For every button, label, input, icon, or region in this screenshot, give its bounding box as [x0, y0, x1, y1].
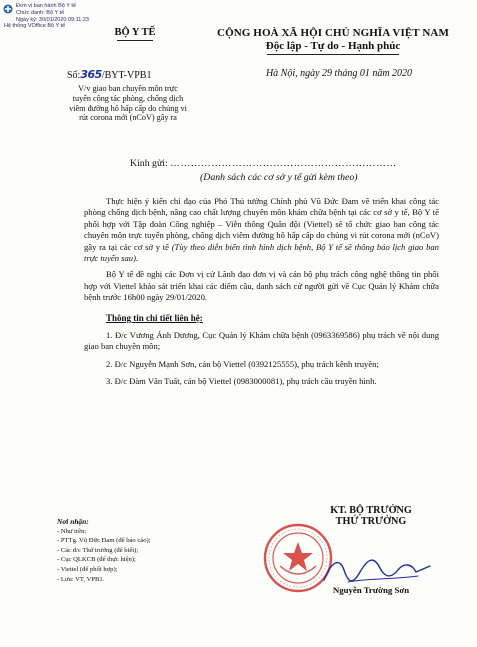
recipients-heading: Nơi nhận:	[57, 517, 89, 526]
ministry-logo-icon	[3, 4, 13, 14]
document-number	[67, 68, 151, 81]
para1-italic-note: (Tùy theo diễn biến tình hình dịch bệnh, Bộ Y tế sẽ thông báo lịch giao ban trực tuyến sau).	[84, 241, 439, 264]
recipient-item: - PTTg. Vũ Đức Đam (để báo cáo);	[57, 537, 151, 545]
subject-line: rút corona mới (nCoV) gây ra	[79, 113, 177, 123]
issuer-name: BỘ Y TẾ	[114, 27, 156, 38]
national-motto: Độc lập - Tự do - Hạnh phúc	[265, 40, 401, 52]
signer-name: Nguyễn Trường Sơn	[332, 585, 410, 595]
doc-number-prefix: Số:	[67, 70, 81, 81]
contact-item: 1. Đ/c Vương Ánh Dương, Cục Quản lý Khám chữa bệnh (0963369586) phụ trách về nội dung giao ban chuyên môn;	[84, 330, 439, 352]
recipient-item: - Như trên;	[57, 527, 87, 535]
contact-item: 3. Đ/c Đàm Văn Tuất, cán bộ Viettel (0983000081), phụ trách cầu truyền hình.	[106, 376, 377, 387]
issuer-underline	[117, 40, 153, 41]
stamp-line: Ngày ký: 30/01/2020 09:11:23	[16, 16, 89, 23]
motto-underline	[267, 54, 399, 55]
recipients-list	[57, 517, 207, 584]
doc-number-handwritten: 365	[80, 68, 102, 81]
subject-summary	[52, 84, 204, 123]
stamp-line: Chức danh: Bộ Y tế	[16, 9, 65, 16]
body-paragraph-1	[84, 196, 439, 264]
subject-line: tuyến công tác phòng, chống dịch	[72, 93, 184, 103]
signature-block	[296, 505, 446, 595]
recipient-item: - Viettel (để phối hợp);	[57, 565, 118, 573]
contact-item: 2. Đ/c Nguyễn Mạnh Sơn, cán bộ Viettel (0392125555), phụ trách kênh truyền;	[106, 358, 379, 369]
para1-text: Thực hiện ý kiến chỉ đạo của Phó Thủ tướng Chính phủ Vũ Đức Đam về triển khai công tác phòng chống dịch bệnh, nâng cao chất lượng chuyên môn khám chữa bệnh tại các cơ sở y tế, Bộ Y tế phối hợp với Tập đoàn Công nghiệp – Viễn thông Quân đội (Viettel) sẽ tổ chức giao ban công tác chuyên môn trực tuyến phòng, chống dịch viêm đường hô hấp cấp do chủng vi rút corona mới (nCoV) gây ra tại các cơ sở y tế	[84, 196, 439, 252]
addressee-label: Kính gửi:	[130, 158, 168, 169]
issuer-header	[60, 27, 210, 41]
national-header	[198, 27, 468, 55]
recipient-item: - Các đ/c Thứ trưởng (để biết);	[57, 546, 139, 554]
addressee-note: (Danh sách các cơ sở y tế gửi kèm theo)	[200, 172, 358, 183]
contacts-heading: Thông tin chi tiết liên hệ:	[106, 312, 203, 323]
stamp-line: Đơn vị ban hành Bộ Y tế	[16, 3, 76, 9]
national-title: CỘNG HOÀ XÃ HỘI CHỦ NGHĨA VIỆT NAM	[217, 27, 449, 39]
doc-number-suffix: /BYT-VPB1	[101, 70, 152, 81]
recipient-item: - Cục QLKCB (để thực hiện);	[57, 556, 136, 564]
signer-authority: KT. BỘ TRƯỞNG	[330, 505, 412, 516]
body-paragraph-2: Bộ Y tế đề nghị các Đơn vị cử Lãnh đạo đơn vị và cán bộ phụ trách công nghệ thông tin phối hợp với Viettel khảo sát triển khai các điểm cầu, danh sách cử người gửi về Cục Quản lý Khám chữa bệnh trước 16h00 ngày 29/01/2020.	[84, 269, 439, 303]
document-body	[84, 196, 439, 388]
date-line: Hà Nội, ngày 29 tháng 01 năm 2020	[265, 68, 413, 79]
addressee-dots: …………………………………………………………	[170, 158, 397, 169]
stamp-line: Hệ thống VOffice Bộ Y tế	[4, 23, 66, 30]
recipient-item: - Lưu: VT, VPB1.	[57, 575, 105, 583]
addressee-line	[130, 158, 397, 169]
subject-line: V/v giao ban chuyên môn trực	[78, 84, 178, 93]
signer-title: THỨ TRƯỞNG	[335, 516, 407, 527]
subject-line: viêm đường hô hấp cấp do chủng vi	[69, 103, 187, 113]
